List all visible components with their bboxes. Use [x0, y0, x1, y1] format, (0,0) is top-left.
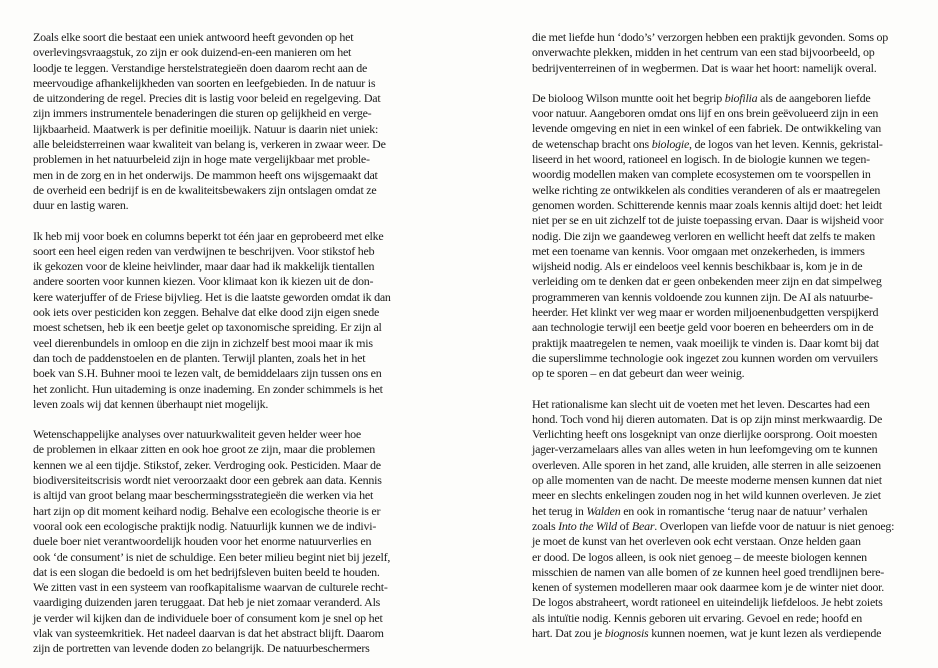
italic-term: biologie	[651, 136, 690, 151]
paragraph: De bioloog Wilson muntte ooit het begrip biofilia als de aangeboren liefde voor natuur. Aangeboren omdat ons lijf en ons brein geëvolueerd zijn in een levende omgeving en niet in een winkel of een fabriek. De ontwikkeling van de wetenschap bracht ons biologie, de logos van het leven. Kennis, gekristal- liseerd in het woord, rationeel en logisch. In de biologie kunnen we tegen- woordig modellen maken van complete ecosystemen om te voorspellen in welke richting ze ontwikkelen als condities veranderen of als er maatregelen genomen worden. Schitterende kennis maar zoals kennis altijd doet: het leidt niet per se en uit zichzelf tot de juiste toepassing ervan. Daar is wijsheid voor nodig. Die zijn we gaandeweg verloren en wellicht heeft dat zelfs te maken met een toename van kennis. Voor omgaan met onzekerheden, is immers wijsheid nodig. Als er eindeloos veel kennis beschikbaar is, kom je in de verleiding om te denken dat er geen onbekenden meer zijn en dat simpelweg programmeren van kennis voldoende zou kunnen zijn. De AI als natuurbe- heerder. Het klinkt ver weg maar er worden miljoenenbudgetten verspijkerd aan technologie terwijl een beetje geld voor boeren en beheerders om in de praktijk maatregelen te nemen, vaak moeilijk te vinden is. Daar komt bij dat die superslimme technologie ook ingezet zou kunnen worden om vervuilers op te sporen – en dat gebeurt dan weer weinig.	[532, 90, 884, 381]
paragraph: Het rationalisme kan slecht uit de voeten met het leven. Descartes had een hond. Toch vond hij dieren automaten. Dat is op zijn minst merkwaardig. De Verlichting heeft ons losgeknipt van onze dierlijke oorsprong. Ooit moesten jager-verzamelaars alles van alles weten in hun leefomgeving om te kunnen overleven. Alle sporen in het zand, alle kruiden, alle sterren in alle seizoenen op alle momenten van de nacht. De meeste moderne mensen kunnen dat niet meer en slechts enkelingen zouden nog in het wild kunnen overleven. Je ziet het terug in Walden en ook in romantische ‘terug naar de natuur’ verhalen zoals Into the Wild of Bear. Overlopen van liefde voor de natuur is niet genoeg: je moet de kunst van het overleven ook echt verstaan. Onze helden gaan er dood. De logos alleen, is ook niet genoeg – de meeste biologen kennen misschien de namen van alle bomen of ze kunnen heel goed trendlijnen bere- kenen of systemen modelleren maar ook daarmee kom je de winter niet door. De logos abstraheert, wordt rationeel en uiteindelijk liefdeloos. Je hebt zoiets als intuïtie nodig. Kennis geboren uit ervaring. Gevoel en rede; hoofd en hart. Dat zou je biognosis kunnen noemen, wat je kunt lezen als verdiepende	[532, 396, 895, 640]
left-page-text-column	[33, 30, 429, 668]
italic-term: biofilia	[724, 90, 758, 105]
paragraph: Wetenschappelijke analyses over natuurkwaliteit geven helder weer hoe de problemen in elkaar zitten en ook hoe groot ze zijn, maar die problemen kennen we al een tijdje. Stikstof, zeker. Verdroging ook. Pesticiden. Maar de biodiversiteitscrisis wordt niet veroorzaakt door een gebrek aan data. Kennis is altijd van groot belang maar beschermingsstrategieën die werken via het hart zijn op dit moment keihard nodig. Behalve een ecologische theorie is er vooral ook een ecologische praktijk nodig. Natuurlijk kunnen we de indivi- duele boer niet verantwoordelijk houden voor het enorme natuurverlies en ook ‘de consument’ is niet de schuldige. Een beter milieu begint niet bij jezelf, dat is een slogan die bedoeld is om het bedrijfsleven buiten beeld te houden. We zitten vast in een systeem van roofkapitalisme waarvan de culturele recht- vaardiging duizenden jaren teruggaat. Dat heb je niet zomaar veranderd. Als je verder wil kijken dan de individuele boer of consument kom je snel op het vlak van systeemkritiek. Het nadeel daarvan is dat het abstract blijft. Daarom zijn de portretten van levende doden zo belangrijk. De natuurbeschermers	[33, 427, 391, 656]
italic-term: Walden	[586, 503, 621, 518]
italic-term: biognosis	[604, 625, 649, 640]
right-page-text-column	[532, 30, 928, 656]
paragraph: Ik heb mij voor boek en columns beperkt tot één jaar en geprobeerd met elke soort een heel eigen reden van verdwijnen te beschrijven. Voor stikstof heb ik gekozen voor de kleine heivlinder, maar daar had ik makkelijk tientallen andere soorten voor kunnen kiezen. Voor klimaat kon ik kiezen uit de don- kere waterjuffer of de Friese bijvlieg. Het is die laatste geworden omdat ik dan ook iets over pesticiden kon zeggen. Behalve dat elke dood zijn eigen snede moest schetsen, heb ik een beetje gelet op taxonomische spreiding. Er zijn al veel dierenbundels in omloop en die zijn in zichzelf best mooi maar ik mis dan toch de paddenstoelen en de planten. Terwijl planten, zoals het in het boek van S.H. Buhner mooi te lezen valt, de bemiddelaars zijn tussen ons en het zonlicht. Hun uitademing is onze inademing. En zonder schimmels is het leven zoals wij dat kennen überhaupt niet mogelijk.	[33, 228, 391, 411]
paragraph: die met liefde hun ‘dodo’s’ verzorgen hebben een praktijk gevonden. Soms op onverwachte plekken, midden in het centrum van een stad bijvoorbeeld, op bedrijventerreinen of in wegbermen. Dat is waar het hoort: namelijk overal.	[532, 30, 889, 75]
paragraph: Zoals elke soort die bestaat een uniek antwoord heeft gevonden op het overlevingsvraagstuk, zo zijn er ook duizend-en-een manieren om het loodje te leggen. Verstandige herstelstrategieën doen daarom recht aan de meervoudige afhankelijkheden van soorten en leefgebieden. In de natuur is de uitzondering de regel. Precies dit is lastig voor beleid en regelgeving. Dat zijn immers instrumentele benaderingen die sturen op gelijkheid en verge- lijkbaarheid. Maatwerk is per definitie moeilijk. Natuur is daarin niet uniek: alle beleidsterreinen waar kwaliteit van belang is, verkeren in zwaar weer. De problemen in het natuurbeleid zijn in hoge mate vergelijkbaar met proble- men in de zorg en in het onderwijs. De mammon heeft ons wijsgemaakt dat de overheid een bedrijf is en de kwaliteitsbewakers zijn ontslagen omdat ze duur en lastig waren.	[33, 30, 386, 213]
italic-term: Into the Wild	[558, 518, 617, 533]
italic-term: Bear	[631, 518, 655, 533]
